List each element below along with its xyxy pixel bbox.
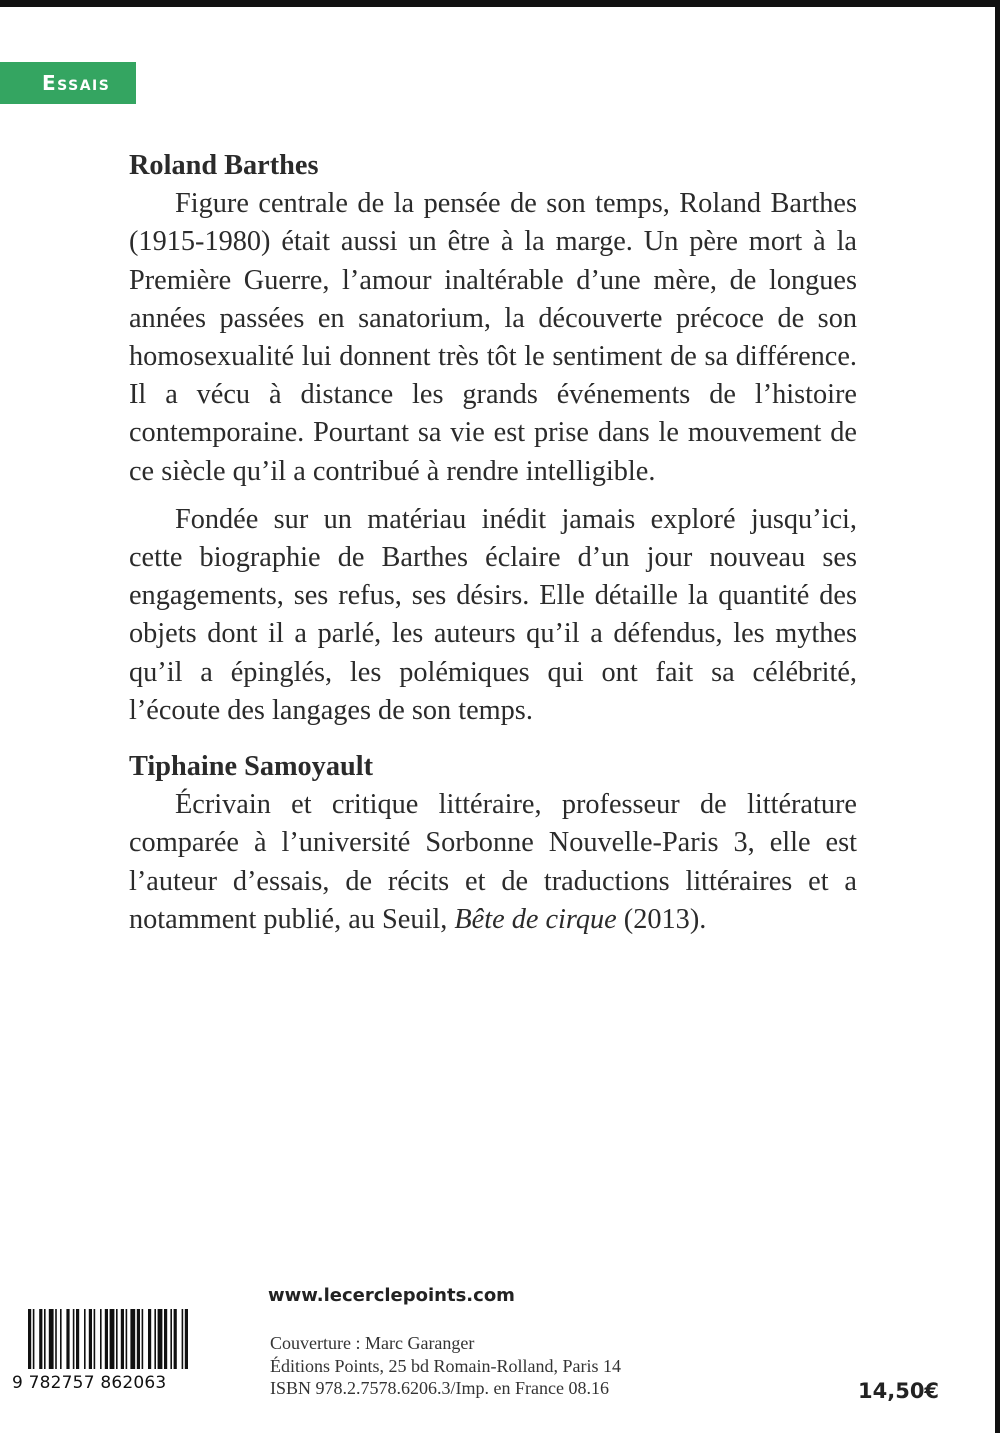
book-title: Bête de cirque (454, 903, 617, 935)
isbn-line: ISBN 978.2.7578.6206.3/Imp. en France 08.16 (270, 1378, 609, 1399)
credits (270, 1332, 621, 1400)
barcode-bar (110, 1309, 115, 1369)
barcode-bar (94, 1309, 96, 1369)
barcode-bar (44, 1309, 46, 1369)
barcode-bar (182, 1309, 184, 1369)
barcode-bar (126, 1309, 128, 1369)
barcode-bar (164, 1309, 167, 1369)
barcode-bar (185, 1309, 188, 1369)
barcode-bar (55, 1309, 57, 1369)
barcode-bar (130, 1309, 135, 1369)
author-bio-text: Écrivain et critique littéraire, professeur de littérature comparée à l’université Sorbonne Nouvelle-Paris 3, elle est l’auteur d’essais, de récits et de traductions littéraires et a notamment publié, au Seuil, (129, 789, 857, 935)
author-heading: Tiphaine Samoyault (129, 751, 374, 783)
author-block (129, 748, 857, 939)
barcode-bar (76, 1309, 79, 1369)
main-text (129, 147, 857, 939)
subject-paragraph-1: Figure centrale de la pensée de son temps, Roland Barthes (1915-1980) était aussi un être à la marge. Un père mort à la Première Guerre, l’amour inaltérable d’une mère, de longues années passées en sanatorium, la découverte précoce de son homosexualité lui donnent très tôt le sentiment de sa différence. Il a vécu à distance les grands événements de l’histoire contemporaine. Pourtant sa vie est prise dans le mouvement de ce siècle qu’il a contribué à rendre intelligible. (129, 188, 857, 487)
barcode-bar (73, 1309, 75, 1369)
barcode-bar (89, 1309, 92, 1369)
barcode-bar (170, 1309, 172, 1369)
publisher-address: Éditions Points, 25 bd Romain-Rolland, Paris 14 (270, 1355, 622, 1376)
price: 14,50€ (858, 1379, 940, 1403)
barcode-bar (154, 1309, 156, 1369)
barcode-bar (33, 1309, 35, 1369)
barcode-bar (174, 1309, 177, 1369)
barcode-bar (121, 1309, 124, 1369)
barcode-digits: 9 782757 862063 (12, 1373, 167, 1393)
barcode-bar (142, 1309, 144, 1369)
subject-paragraph-2: Fondée sur un matériau inédit jamais exploré jusqu’ici, cette biographie de Barthes éclaire d’un jour nouveau ses engagements, ses refus, ses désirs. Elle détaille la quantité des objets dont il a parlé, les auteurs qu’il a défendus, les mythes qu’il a épinglés, les polémiques qui ont fait sa célébrité, l’écoute des langages de son temps. (129, 503, 857, 726)
cover-credit: Couverture : Marc Garanger (270, 1333, 475, 1353)
website-url: www.lecerclepoints.com (268, 1285, 515, 1306)
author-bio (129, 786, 857, 939)
barcode-bar (60, 1309, 62, 1369)
barcode-bar (105, 1309, 108, 1369)
barcode-bar (49, 1309, 54, 1369)
barcode-bar (158, 1309, 163, 1369)
barcode-bar (28, 1309, 31, 1369)
series-tag: Essais (0, 62, 136, 104)
barcode-bar (137, 1309, 140, 1369)
barcode-bar (39, 1309, 42, 1369)
author-bio-year: (2013). (616, 903, 707, 935)
barcode-bar (66, 1309, 69, 1369)
barcode-bar (116, 1309, 118, 1369)
barcode-bar (84, 1309, 86, 1369)
subject-heading: Roland Barthes (129, 150, 319, 181)
barcode-bar (148, 1309, 151, 1369)
barcode-bar (100, 1309, 102, 1369)
back-cover (0, 7, 995, 1433)
